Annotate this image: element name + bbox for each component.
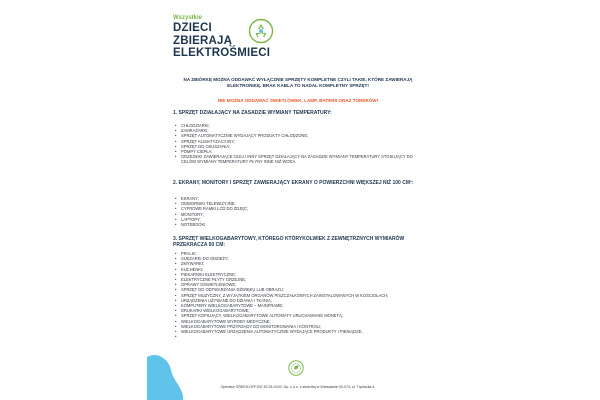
section-heading: 3. SPRZĘT WIELKOGABARYTOWY, KTÓREGO KTÓRYKOLWIEK Z ZEWNĘTRZNYCH WYMIARÓW PRZEKRACZA 50 CM: xyxy=(173,236,405,249)
list-item: • ZMYWARKI; xyxy=(175,261,423,266)
list-item: • GRZEJNIKI ZAWIERAJĄCE OLEJ I INNY SPRZĘT DZIAŁAJĄCY NA ZASADZIE WYMIANY TEMPERATURY STOSUJĄCY DO CELÓW WYMIANY TEMPERATURY PŁYNY INNE NIŻ WODA. xyxy=(175,154,423,164)
header-tag: Wszystkie xyxy=(173,15,203,21)
list-item: • DRUKARKI WIELKOGABARYTOWE; xyxy=(175,308,423,313)
intro-text: NA ZBIÓRKĘ MOŻNA ODDAWAĆ WYŁĄCZNIE SPRZĘTY KOMPLETNE CZYLI TAKIE, KTÓRE ZAWIERAJĄ ELEKTRONIKĘ. BRAK KABLA TO NADAL KOMPLETNY SPRZĘT! xyxy=(183,77,413,88)
title-line: ZBIERAJĄ xyxy=(173,34,233,47)
list-item: • WIELKOGABARYTOWE WYROBY MEDYCZNE; xyxy=(175,319,423,324)
list-item: • PIEKARNIKI ELEKTRYCZNE; xyxy=(175,272,423,277)
list-item: • LAPTOPY; xyxy=(175,217,423,222)
list-item: • ELEKTRYCZNE PŁYTY GRZEJNE; xyxy=(175,277,423,282)
section-list xyxy=(175,123,423,165)
list-item: • WIELKOGABARYTOWE PRZYRZĄDY DO MONITOROWANIA I KONTROLI; xyxy=(175,324,423,329)
decorative-blob xyxy=(147,352,185,400)
eco-badge-icon xyxy=(288,360,304,376)
list-item: • SPRZĘT KOPIUJĄCY, WIELKOGABARYTOWE AUTOMATY URUCHAMIANE MONETĄ; xyxy=(175,313,423,318)
list-item: • POMPY CIEPŁA; xyxy=(175,149,423,154)
list-item: • ZAMRAŻARKI; xyxy=(175,128,423,133)
list-item: • URZĄDZENIA UŻYWANE DO DZIANIA I TKANIA; xyxy=(175,298,423,303)
title-line: ELEKTROŚMIECI xyxy=(173,47,271,59)
list-item: • SPRZĘT DO OSUSZANIA; xyxy=(175,144,423,149)
footer-text: Operator GREEN OFFICE ECOLOGIC Sp. z o.o. z siedzibą w Warszawie 00-074, ul. Trębacka 4 xyxy=(220,385,375,389)
list-item: • ODBIORNIKI TELEWIZYJNE; xyxy=(175,201,423,206)
list-item: • EKRANY; xyxy=(175,196,423,201)
list-item: • KUCHENKI; xyxy=(175,267,423,272)
list-item: • SPRZĘT AUTOMATYCZNIE WYDAJĄCY PRODUKTY CHŁODZONE; xyxy=(175,133,423,138)
list-item: • SPRZĘT KLIMATYZACYJNY; xyxy=(175,139,423,144)
list-item: • SUSZARKI DO ODZIEŻY; xyxy=(175,256,423,261)
section-list xyxy=(175,251,423,334)
list-item: • OPRAWY OŚWIETLENIOWE; xyxy=(175,282,423,287)
list-item: • CYFROWE RAMKI LCD DO ZDJĘĆ; xyxy=(175,206,423,211)
section-list xyxy=(175,196,423,227)
poster xyxy=(147,0,448,400)
list-item: • KOMPUTERY WIELKOGABARYTOWE – MAINFRAME; xyxy=(175,303,423,308)
recycle-icon xyxy=(248,18,274,44)
list-item: • WIELKOGABARYTOWE URZĄDZENIA AUTOMATYCZNIE WYDAJĄCE PRODUKTY I PIENIĄDZE, xyxy=(175,329,423,334)
warning-text: NIE MOŻNA ODDAWAĆ ŚWIETLÓWEK, LAMP, BATERII ORAZ TONERÓW! xyxy=(217,98,379,103)
list-item: • SPRZĘT DO ODTWARZANIA DŹWIĘKU LUB OBRAZU; xyxy=(175,287,423,292)
title-line: DZIECI xyxy=(173,22,212,34)
list-item: • SPRZĘT MUZYCZNY, Z WYJĄTKIEM ORGANÓW PISZCZAŁKOWYCH ZAINSTALOWANYCH W KOŚCIOŁACH; xyxy=(175,293,423,298)
list-item: • NOTEBOOKI. xyxy=(175,222,423,227)
list-item: • PRALKI; xyxy=(175,251,423,256)
list-item: • MONITORY; xyxy=(175,212,423,217)
list-item: • CHŁODZIARKI; xyxy=(175,123,423,128)
section-heading: 1. SPRZĘT DZIAŁAJĄCY NA ZASADZIE WYMIANY TEMPERATURY: xyxy=(173,110,332,116)
section-heading: 2. EKRANY, MONITORY I SPRZĘT ZAWIERAJĄCY EKRANY O POWIERZCHNI WIĘKSZEJ NIŻ 100 CM²: xyxy=(173,180,414,186)
